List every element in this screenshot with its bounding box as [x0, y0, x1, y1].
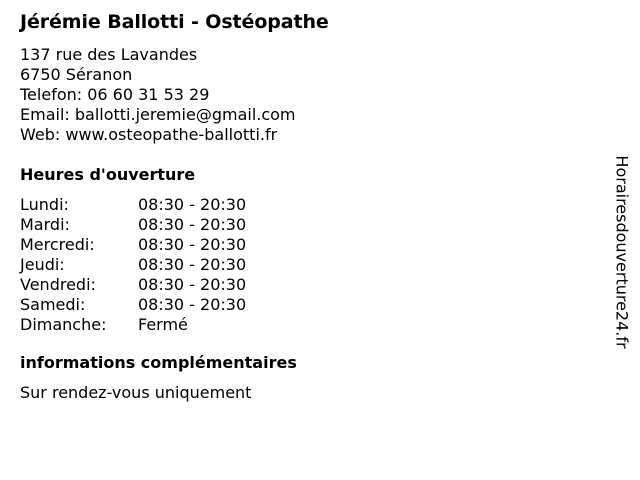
website-line: Web: www.osteopathe-ballotti.fr [20, 125, 278, 144]
day-hours: 08:30 - 20:30 [138, 235, 247, 254]
day-hours: 08:30 - 20:30 [138, 195, 247, 214]
table-row [20, 235, 246, 255]
info-heading: informations complémentaires [20, 353, 297, 372]
day-hours: Fermé [138, 315, 188, 334]
day-hours: 08:30 - 20:30 [138, 255, 247, 274]
table-row [20, 315, 246, 335]
table-row [20, 255, 246, 275]
opening-hours-table [20, 195, 246, 335]
day-label: Mardi: [20, 215, 70, 234]
city-address: 6750 Séranon [20, 65, 133, 84]
street-address: 137 rue des Lavandes [20, 45, 198, 64]
day-label: Samedi: [20, 295, 86, 314]
contact-block [20, 45, 580, 145]
business-card [20, 9, 580, 403]
table-row [20, 295, 246, 315]
table-row [20, 215, 246, 235]
day-label: Lundi: [20, 195, 69, 214]
hours-heading: Heures d'ouverture [20, 165, 196, 184]
table-row [20, 195, 246, 215]
phone-line: Telefon: 06 60 31 53 29 [20, 85, 210, 104]
day-label: Mercredi: [20, 235, 95, 254]
day-hours: 08:30 - 20:30 [138, 215, 247, 234]
site-watermark: Horairesdouverture24.fr [612, 155, 632, 349]
day-label: Vendredi: [20, 275, 96, 294]
day-label: Jeudi: [20, 255, 65, 274]
day-hours: 08:30 - 20:30 [138, 275, 247, 294]
business-name: Jérémie Ballotti - Ostéopathe [20, 11, 329, 33]
table-row [20, 275, 246, 295]
day-hours: 08:30 - 20:30 [138, 295, 247, 314]
day-label: Dimanche: [20, 315, 107, 334]
email-line: Email: ballotti.jeremie@gmail.com [20, 105, 296, 124]
info-text: Sur rendez-vous uniquement [20, 383, 252, 402]
